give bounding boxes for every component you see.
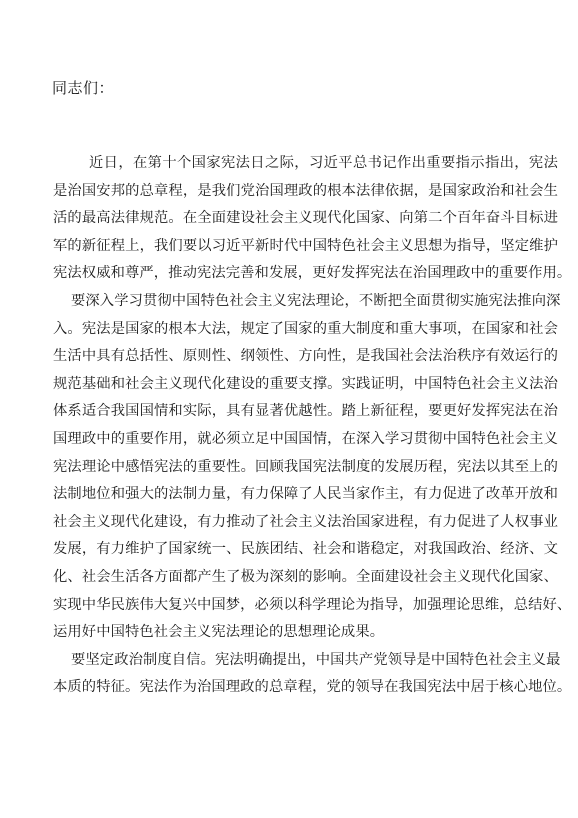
paragraph-1-line: 活的最高法律规范。在全面建设社会主义现代化国家、向第二个百年奋斗目标进: [53, 210, 558, 227]
paragraph-1-line: 是治国安邦的总章程，是我们党治国理政的根本法律依据，是国家政治和社会生: [53, 182, 558, 199]
paragraph-1-line: 宪法权威和尊严，推动宪法完善和发展，更好发挥宪法在治国理政中的重要作用。: [53, 265, 572, 282]
paragraph-1-line: 军的新征程上，我们要以习近平新时代中国特色社会主义思想为指导，坚定维护: [53, 237, 558, 254]
paragraph-2-line: 化、社会生活各方面都产生了极为深刻的影响。全面建设社会主义现代化国家、: [53, 568, 558, 585]
paragraph-1: [53, 150, 572, 288]
paragraph-2-line: 国理政中的重要作用，就必须立足中国国情，在深入学习贯彻中国特色社会主义: [53, 430, 558, 447]
paragraph-1-line: 近日，在第十个国家宪法日之际，习近平总书记作出重要指示指出，宪法: [89, 155, 558, 171]
paragraph-2-line: 运用好中国特色社会主义宪法理论的思想理论成果。: [53, 624, 385, 641]
paragraph-2-line: 体系适合我国国情和实际，具有显著优越性。踏上新征程，要更好发挥宪法在治: [53, 403, 558, 420]
document-body: [53, 150, 572, 702]
paragraph-2-line: 宪法理论中感悟宪法的重要性。回顾我国宪法制度的发展历程，宪法以其至上的: [53, 458, 558, 475]
paragraph-2-line: 发展，有力维护了国家统一、民族团结、社会和谐稳定，对我国政治、经济、文: [53, 541, 558, 558]
paragraph-2: [53, 288, 572, 647]
paragraph-3: [53, 647, 572, 702]
paragraph-2-line: 法制地位和强大的法制力量，有力保障了人民当家作主，有力促进了改革开放和: [53, 486, 558, 503]
paragraph-2-line: 规范基础和社会主义现代化建设的重要支撑。实践证明，中国特色社会主义法治: [53, 375, 558, 392]
paragraph-2-line: 生活中具有总括性、原则性、纲领性、方向性，是我国社会法治秩序有效运行的: [53, 348, 558, 365]
paragraph-2-line: 入。宪法是国家的根本大法，规定了国家的重大制度和重大事项，在国家和社会: [53, 320, 558, 337]
paragraph-2-line: 要深入学习贯彻中国特色社会主义宪法理论，不断把全面贯彻实施宪法推向深: [71, 292, 561, 309]
paragraph-3-line: 本质的特征。宪法作为治国理政的总章程，党的领导在我国宪法中居于核心地位。: [53, 679, 572, 696]
paragraph-3-line: 要坚定政治制度自信。宪法明确提出，中国共产党领导是中国特色社会主义最: [71, 651, 561, 668]
paragraph-2-line: 社会主义现代化建设，有力推动了社会主义法治国家进程，有力促进了人权事业: [53, 513, 558, 530]
paragraph-2-line: 实现中华民族伟大复兴中国梦，必须以科学理论为指导，加强理论思维，总结好、: [53, 596, 572, 613]
greeting-salutation: 同志们：: [52, 79, 115, 97]
